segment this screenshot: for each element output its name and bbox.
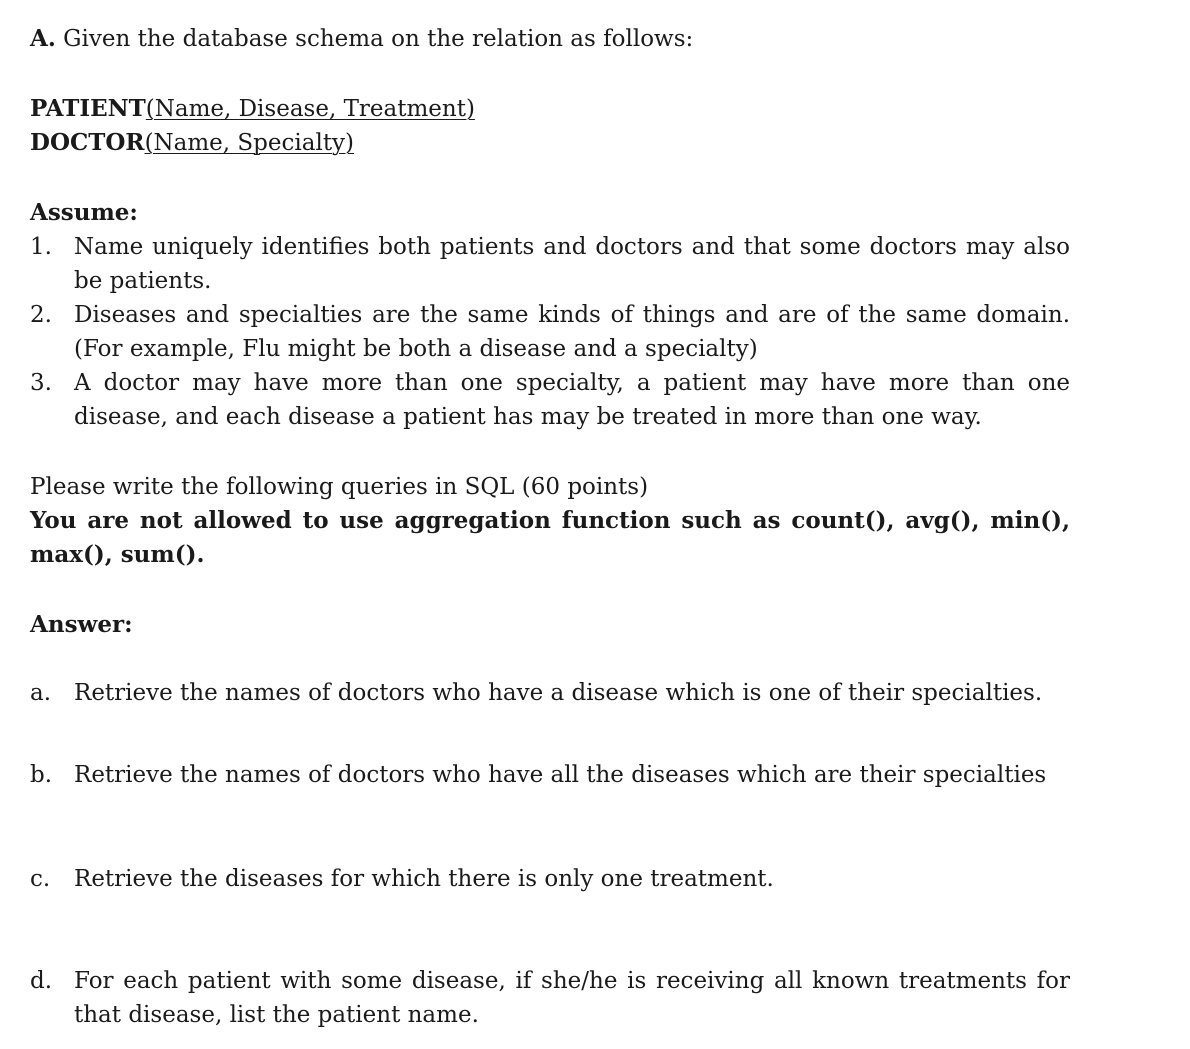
query-label: b.	[30, 762, 53, 788]
instructions-line: Please write the following queries in SQL (60 points)	[30, 474, 649, 500]
assume-item-text: A doctor may have more than one specialty, a patient may have more than one disease, and each disease a patient has may be treated in more than one way.	[74, 370, 1070, 430]
schema-patient	[30, 92, 475, 126]
query-label: a.	[30, 680, 52, 706]
assume-item-number: 3.	[30, 370, 52, 396]
query-text: Retrieve the names of doctors who have all the diseases which are their specialties	[74, 762, 1047, 788]
query-text: For each patient with some disease, if she/he is receiving all known treatments for that disease, list the patient name.	[74, 968, 1070, 1028]
instructions-restriction	[30, 504, 1070, 572]
schema-doctor	[30, 126, 354, 160]
assume-item-text: Diseases and specialties are the same kinds of things and are of the same domain. (For example, Flu might be both a disease and a specialty)	[74, 302, 1070, 362]
section-heading	[30, 22, 693, 56]
answer-title: Answer:	[30, 611, 133, 638]
assume-item-number: 1.	[30, 234, 52, 260]
instructions-restriction-text: You are not allowed to use aggregation function such as count(), avg(), min(), max(), sum().	[30, 507, 1070, 568]
section-heading-text: Given the database schema on the relation as follows:	[63, 26, 694, 52]
patient-relation-name: PATIENT	[30, 95, 146, 122]
query-text: Retrieve the diseases for which there is only one treatment.	[74, 866, 774, 892]
assume-item-text: Name uniquely identifies both patients and doctors and that some doctors may also be patients.	[74, 234, 1070, 294]
section-label: A.	[30, 25, 56, 52]
doctor-attributes: (Name, Specialty)	[144, 130, 355, 156]
assume-title: Assume:	[30, 199, 138, 226]
query-text: Retrieve the names of doctors who have a disease which is one of their specialties.	[74, 680, 1043, 706]
query-label: c.	[30, 866, 51, 892]
doctor-relation-name: DOCTOR	[30, 129, 145, 156]
query-label: d.	[30, 968, 53, 994]
assume-item-number: 2.	[30, 302, 52, 328]
patient-attributes: (Name, Disease, Treatment)	[145, 96, 475, 122]
